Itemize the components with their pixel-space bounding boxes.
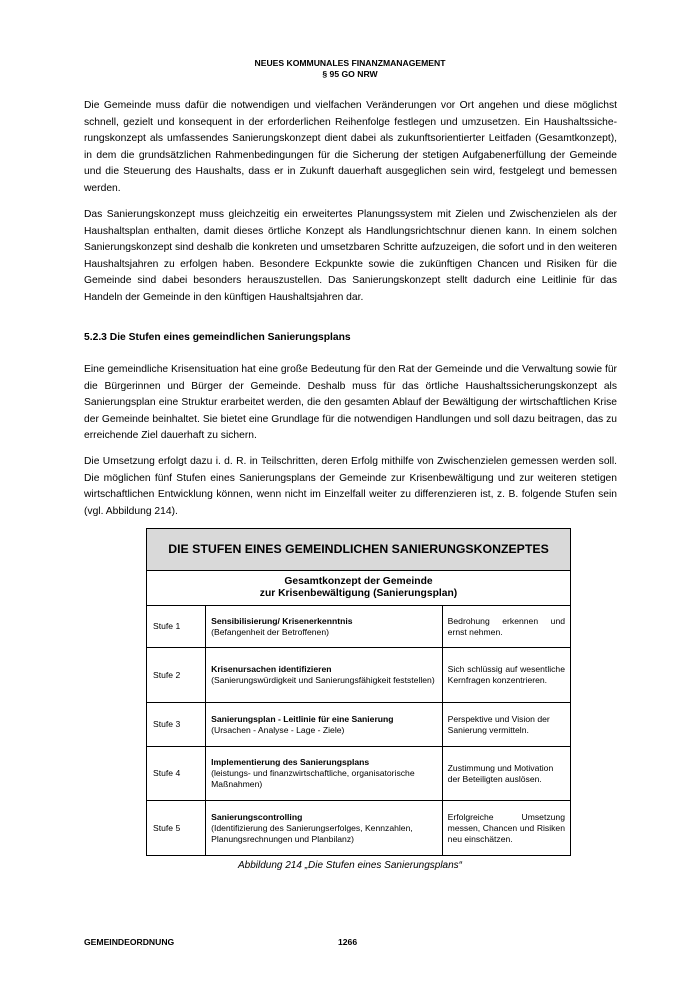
stufe-goal: Erfolgreiche Umsetzung messen, Chancen und Risiken neu einschätzen. (442, 801, 570, 856)
stufe-heading: Krisenursachen identifizieren (211, 664, 332, 674)
figure-caption: Abbildung 214 „Die Stufen eines Sanierungsplans“ (237, 860, 463, 871)
table-row (147, 648, 571, 703)
stufe-goal: Bedrohung erkennen und ernst nehmen. (442, 606, 570, 648)
table-row (147, 606, 571, 648)
table-subtitle-line1: Gesamtkonzept der Gemeinde (284, 576, 433, 587)
stufe-label: Stufe 3 (147, 703, 206, 747)
table-row (147, 747, 571, 801)
table-subtitle (147, 571, 571, 606)
stufe-description (206, 703, 443, 747)
stufe-heading: Sensibilisierung/ Krisenerkenntnis (211, 615, 353, 626)
section-title: 5.2.3 Die Stufen eines gemeindlichen Sanierungsplans (84, 332, 351, 343)
stufe-detail: (Ursachen - Analyse - Lage - Ziele) (211, 724, 345, 735)
stufe-label: Stufe 2 (147, 648, 206, 703)
stufe-detail: (leistungs- und finanzwirtschaftliche, organisatorische Maßnahmen) (211, 768, 415, 789)
stufe-detail: (Sanierungswürdigkeit und Sanierungsfähigkeit feststellen) (211, 675, 435, 685)
table-subtitle-line2: zur Krisenbewältigung (Sanierungsplan) (259, 588, 458, 599)
stufe-detail: (Befangenheit der Betroffenen) (211, 626, 329, 637)
paragraph-2: Das Sanierungskonzept muss gleichzeitig ein erweitertes Planungssystem mit Zielen und Zwischenzielen als der Haushaltsplan enthalten, damit dieses örtliche Konzept als Handlungsrichtschnur dienen kann. In einem solchen Sanierungskonzept sind deshalb die konkreten und umsetzbaren Schritte aufzuzeigen, die sofort und in den weiteren Haushaltsjahren zu erfolgen haben. Besondere Eckpunkte sowie die zukünftigen Chancen und Risiken für die Gemeinde sind dabei besonders herauszustellen. Das Sanierungskonzept stellt dadurch eine Leitlinie für das Handeln der Gemeinde in den künftigen Haushaltsjahren dar. (84, 209, 617, 303)
page-number: 1266 (338, 937, 358, 947)
header-section: § 95 GO NRW (322, 69, 378, 79)
stufe-label: Stufe 5 (147, 801, 206, 856)
paragraph-3: Eine gemeindliche Krisensituation hat eine große Bedeutung für den Rat der Gemeinde und die Verwaltung sowie für die Bürgerinnen und Bürger der Gemeinde. Deshalb muss für das örtliche Haushaltssicherungskonzept als Sanierungsplan eine Struktur erarbeitet werden, die den gesamten Ablauf der Bewältigung der wirtschaftlichen Krise der Gemeinde beinhaltet. Sie bietet eine Grundlage für die notwendigen Handlungen und soll dazu beitragen, das zu erreichende Ziel dauerhaft zu sichern. (84, 364, 617, 441)
stufe-heading: Sanierungsplan - Leitlinie für eine Sanierung (211, 713, 394, 724)
stufen-table (146, 528, 571, 856)
stufe-goal: Perspektive und Vision der Sanierung vermitteln. (442, 703, 570, 747)
stufe-heading: Implementierung des Sanierungsplans (211, 757, 370, 767)
stufe-heading: Sanierungscontrolling (211, 811, 303, 822)
table-title: DIE STUFEN EINES GEMEINDLICHEN SANIERUNGSKONZEPTES (147, 529, 571, 571)
stufe-description (206, 801, 443, 856)
header-title: NEUES KOMMUNALES FINANZMANAGEMENT (254, 58, 446, 68)
paragraph-1: Die Gemeinde muss dafür die notwendigen und vielfachen Veränderungen vor Ort angehen und diese möglichst schnell, gezielt und konsequent in der erforderlichen Reihenfolge festlegen und umzusetzen. Ein Haushaltssicherungskonzept als umfassendes Sanierungskonzept dient dabei als zukunftsorientierter Leitfaden (Gesamtkonzept), in dem die grundsätzlichen Rahmenbedingungen für die Sicherung der stetigen Aufgabenerfüllung der Gemeinde und die Steuerung des Haushalts, dass er in Zukunft dauerhaft ausgeglichen sein wird, festgelegt und bemessen werden. (84, 100, 617, 194)
stufe-goal: Zustimmung und Motivation der Beteiligten auslösen. (442, 747, 570, 801)
stufe-detail: (Identifizierung des Sanierungserfolges, Kennzahlen, Planungsrechnungen und Planbilanz) (211, 822, 413, 844)
stufe-label: Stufe 4 (147, 747, 206, 801)
stufe-label: Stufe 1 (147, 606, 206, 648)
stufe-goal: Sich schlüssig auf wesentliche Kernfragen konzentrieren. (442, 648, 570, 703)
stufe-description (206, 747, 443, 801)
stufe-description (206, 648, 443, 703)
page-header (0, 58, 700, 80)
table-row (147, 703, 571, 747)
stufe-description (206, 606, 443, 648)
footer-title: GEMEINDEORDNUNG (84, 937, 175, 947)
table-row (147, 801, 571, 856)
paragraph-4: Die Umsetzung erfolgt dazu i. d. R. in Teilschritten, deren Erfolg mithilfe von Zwischenzielen gemessen werden soll. Die möglichen fünf Stufen eines Sanierungsplans der Gemeinde zur Krisenbewältigung und zur weiteren stetigen wirtschaftlichen Entwicklung können, wenn nicht im Einzelfall weiter zu differenzieren ist, z. B. folgende Stufen sein (vgl. Abbildung 214). (84, 456, 617, 517)
